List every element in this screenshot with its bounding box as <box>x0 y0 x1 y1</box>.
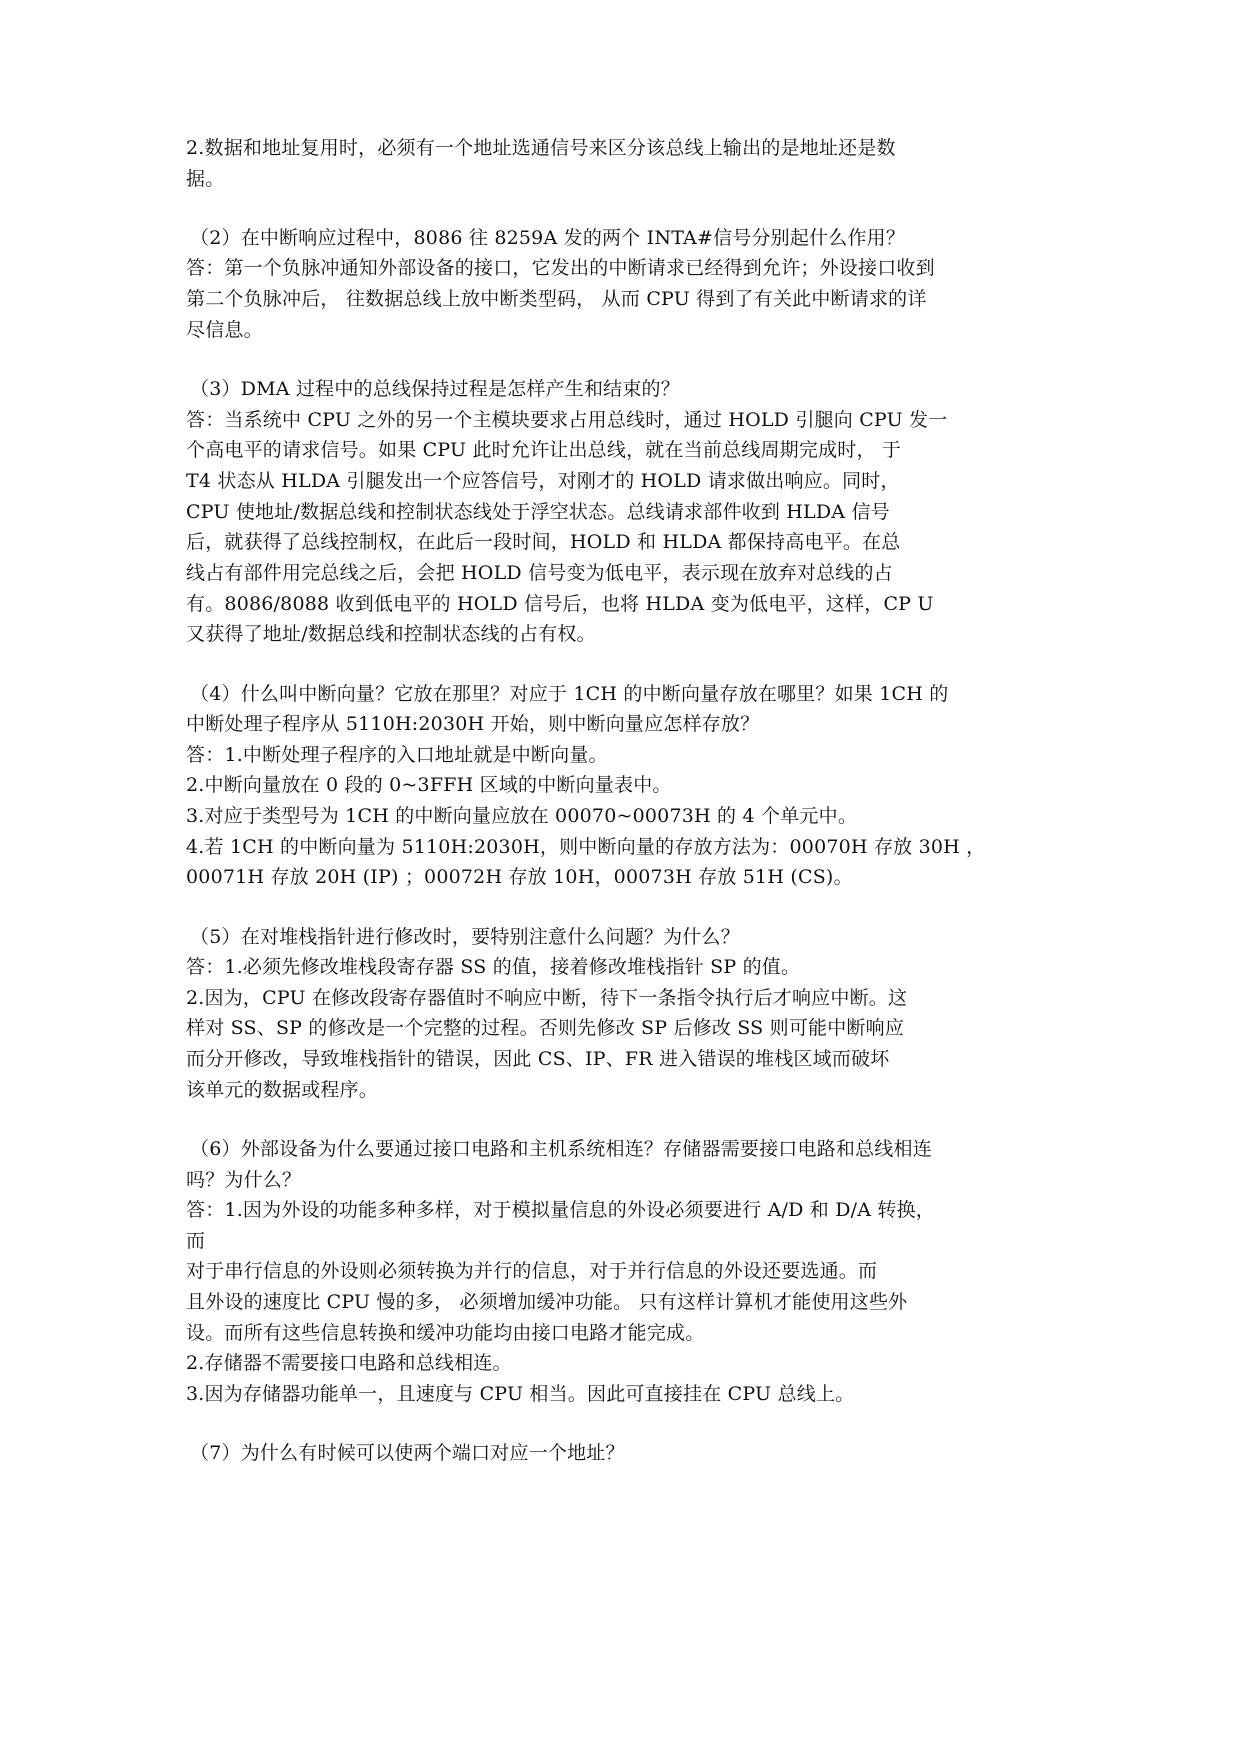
answer-line: 而分开修改，导致堆栈指针的错误，因此 CS、IP、FR 进入错误的堆栈区域而破坏 <box>186 1048 890 1070</box>
answer-line: 吗？为什么？ <box>186 1169 302 1191</box>
answer-line: 后，就获得了总线控制权，在此后一段时间，HOLD 和 HLDA 都保持高电平。在总 <box>186 531 901 553</box>
question-heading: （5）在对堆栈指针进行修改时，要特别注意什么问题？为什么？ <box>190 926 740 948</box>
answer-line: 答：1.中断处理子程序的入口地址就是中断向量。 <box>186 744 608 766</box>
question-heading: （4）什么叫中断向量？它放在那里？对应于 1CH 的中断向量存放在哪里？如果 1CH 的 <box>190 683 949 705</box>
answer-line: 3.因为存储器功能单一，且速度与 CPU 相当。因此可直接挂在 CPU 总线上。 <box>186 1383 855 1405</box>
answer-line: CPU 使地址/数据总线和控制状态线处于浮空状态。总线请求部件收到 HLDA 信号 <box>186 501 890 523</box>
question-heading: （2）在中断响应过程中，8086 往 8259A 发的两个 INTA#信号分别起什么作用？ <box>190 227 906 249</box>
text-line: 2.数据和地址复用时，必须有一个地址选通信号来区分该总线上输出的是地址还是数 <box>186 137 896 159</box>
answer-line: 该单元的数据或程序。 <box>186 1079 379 1101</box>
question-heading: （3）DMA 过程中的总线保持过程是怎样产生和结束的？ <box>190 378 680 400</box>
answer-line: 样对 SS、SP 的修改是一个完整的过程。否则先修改 SP 后修改 SS 则可能中断响应 <box>186 1017 905 1039</box>
answer-line: 答：1.必须先修改堆栈段寄存器 SS 的值，接着修改堆栈指针 SP 的值。 <box>186 956 801 978</box>
answer-line: 线占有部件用完总线之后，会把 HOLD 信号变为低电平，表示现在放弃对总线的占 <box>186 562 893 584</box>
answer-line: 而 <box>186 1230 206 1252</box>
answer-line: 00071H 存放 20H (IP) ；00072H 存放 10H，00073H 存放 51H (CS)。 <box>186 866 853 888</box>
answer-line: 2.中断向量放在 0 段的 0~3FFH 区域的中断向量表中。 <box>186 774 672 796</box>
answer-line: 又获得了地址/数据总线和控制状态线的占有权。 <box>186 623 596 645</box>
question-heading: （7）为什么有时候可以使两个端口对应一个地址？ <box>190 1442 625 1464</box>
answer-line: 第二个负脉冲后， 往数据总线上放中断类型码， 从而 CPU 得到了有关此中断请求的详 <box>186 288 927 310</box>
answer-line: 设。而所有这些信息转换和缓冲功能均由接口电路才能完成。 <box>186 1322 705 1344</box>
answer-line: 中断处理子程序从 5110H:2030H 开始，则中断向量应怎样存放？ <box>186 713 760 735</box>
answer-line: 2.因为，CPU 在修改段寄存器值时不响应中断，待下一条指令执行后才响应中断。这 <box>186 987 908 1009</box>
answer-line: 尽信息。 <box>186 319 263 341</box>
text-line: 据。 <box>186 168 225 190</box>
answer-line: 有。8086/8088 收到低电平的 HOLD 信号后，也将 HLDA 变为低电平，这样，CP U <box>186 593 934 615</box>
answer-line: 答：1.因为外设的功能多种多样，对于模拟量信息的外设必须要进行 A/D 和 D/A 转换， <box>186 1199 935 1221</box>
answer-line: 答：当系统中 CPU 之外的另一个主模块要求占用总线时，通过 HOLD 引腿向 CPU 发一 <box>186 409 948 431</box>
answer-line: 对于串行信息的外设则必须转换为并行的信息，对于并行信息的外设还要选通。而 <box>186 1260 878 1282</box>
answer-line: 个高电平的请求信号。如果 CPU 此时允许让出总线，就在当前总线周期完成时， 于 <box>186 439 902 461</box>
answer-line: 2.存储器不需要接口电路和总线相连。 <box>186 1352 512 1374</box>
answer-line: 3.对应于类型号为 1CH 的中断向量应放在 00070~00073H 的 4 个单元中。 <box>186 805 858 827</box>
question-heading: （6）外部设备为什么要通过接口电路和主机系统相连？存储器需要接口电路和总线相连 <box>190 1138 932 1160</box>
answer-line: T4 状态从 HLDA 引腿发出一个应答信号，对刚才的 HOLD 请求做出响应。同时， <box>186 470 900 492</box>
answer-line: 且外设的速度比 CPU 慢的多， 必须增加缓冲功能。 只有这样计算机才能使用这些外 <box>186 1291 908 1313</box>
answer-line: 答：第一个负脉冲通知外部设备的接口，它发出的中断请求已经得到允许；外设接口收到 <box>186 257 935 279</box>
answer-line: 4.若 1CH 的中断向量为 5110H:2030H，则中断向量的存放方法为：00070H 存放 30H ， <box>186 836 986 858</box>
